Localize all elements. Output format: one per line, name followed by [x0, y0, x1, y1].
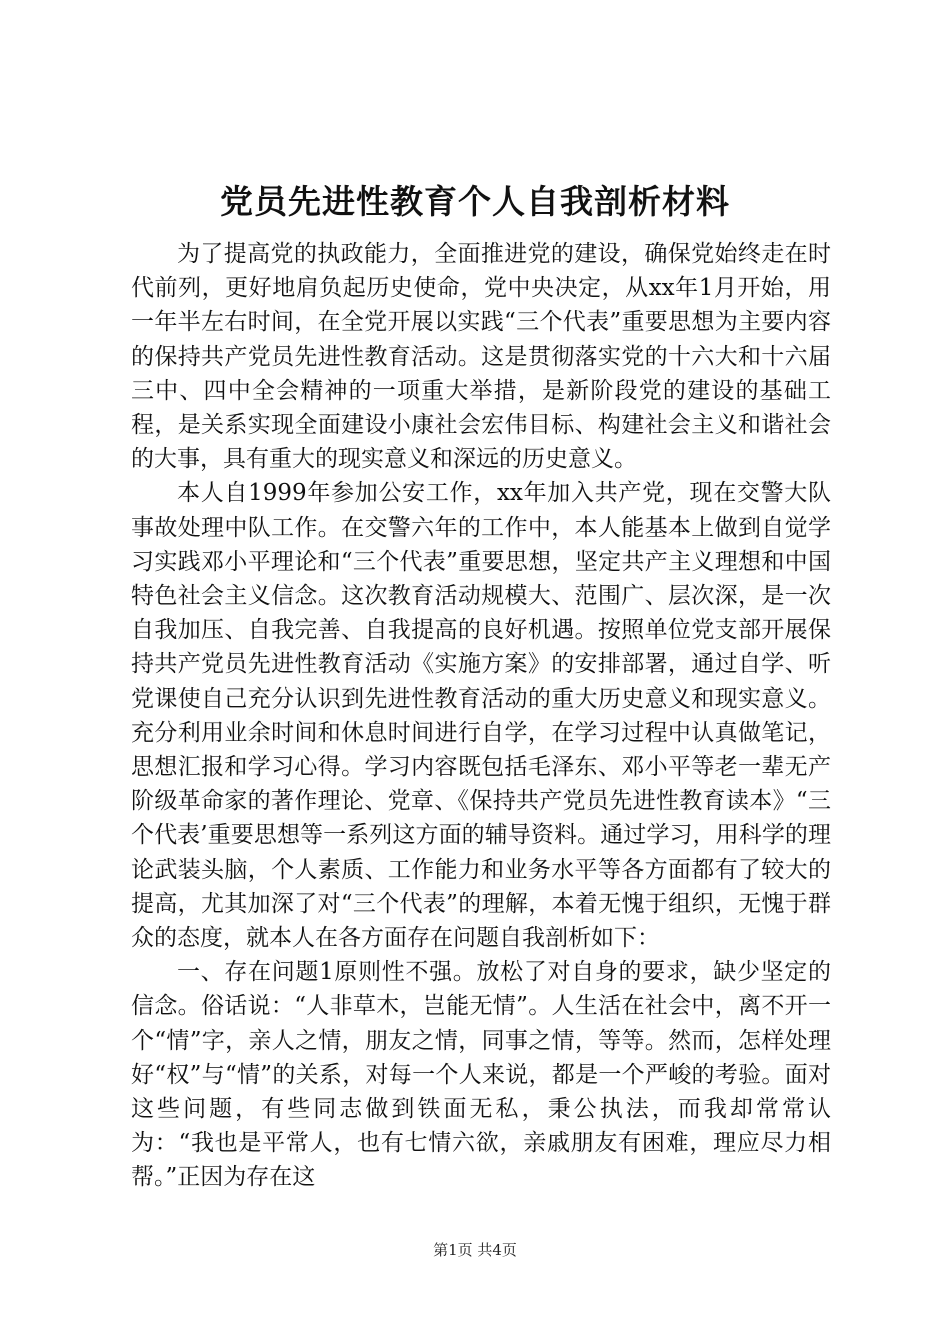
paragraph-self-introduction: 本人自1999年参加公安工作，xx年加入共产党，现在交警大队事故处理中队工作。在交警六年的工作中，本人能基本上做到自觉学习实践邓小平理论和“三个代表”重要思想，坚定共产主义理想和中国特色社会主义信念。这次教育活动规模大、范围广、层次深，是一次自我加压、自我完善、自我提高的良好机遇。按照单位党支部开展保持共产党员先进性教育活动《实施方案》的安排部署，通过自学、听党课使自己充分认识到先进性教育活动的重大历史意义和现实意义。充分利用业余时间和休息时间进行自学，在学习过程中认真做笔记，思想汇报和学习心得。学习内容既包括毛泽东、邓小平等老一辈无产阶级革命家的著作理论、党章、《保持共产党员先进性教育读本》“三个代表’重要思想等一系列这方面的辅导资料。通过学习，用科学的理论武装头脑，个人素质、工作能力和业务水平等各方面都有了较大的提高，尤其加深了对“三个代表”的理解，本着无愧于组织，无愧于群众的态度，就本人在各方面存在问题自我剖析如下：	[131, 480, 831, 952]
document-body	[131, 237, 831, 1195]
page-footer: 第1页 共4页	[433, 1241, 517, 1259]
paragraph-problems: 一、存在问题1原则性不强。放松了对自身的要求，缺少坚定的信念。俗话说：“人非草木，岂能无情”。人生活在社会中，离不开一个“情”字，亲人之情，朋友之情，同事之情，等等。然而，怎样处理好“权”与“情”的关系，对每一个人来说，都是一个严峻的考验。面对这些问题，有些同志做到铁面无私，秉公执法，而我却常常认为：“我也是平常人，也有七情六欲，亲戚朋友有困难，理应尽力相帮。”正因为存在这	[131, 959, 831, 1191]
document-title: 党员先进性教育个人自我剖析材料	[220, 182, 730, 221]
paragraph-intro: 为了提高党的执政能力，全面推进党的建设，确保党始终走在时代前列，更好地肩负起历史使命，党中央决定，从xx年1月开始，用一年半左右时间，在全党开展以实践“三个代表”重要思想为主要内容的保持共产党员先进性教育活动。这是贯彻落实党的十六大和十六届三中、四中全会精神的一项重大举措，是新阶段党的建设的基础工程，是关系实现全面建设小康社会宏伟目标、构建社会主义和谐社会的大事，具有重大的现实意义和深远的历史意义。	[131, 241, 831, 473]
